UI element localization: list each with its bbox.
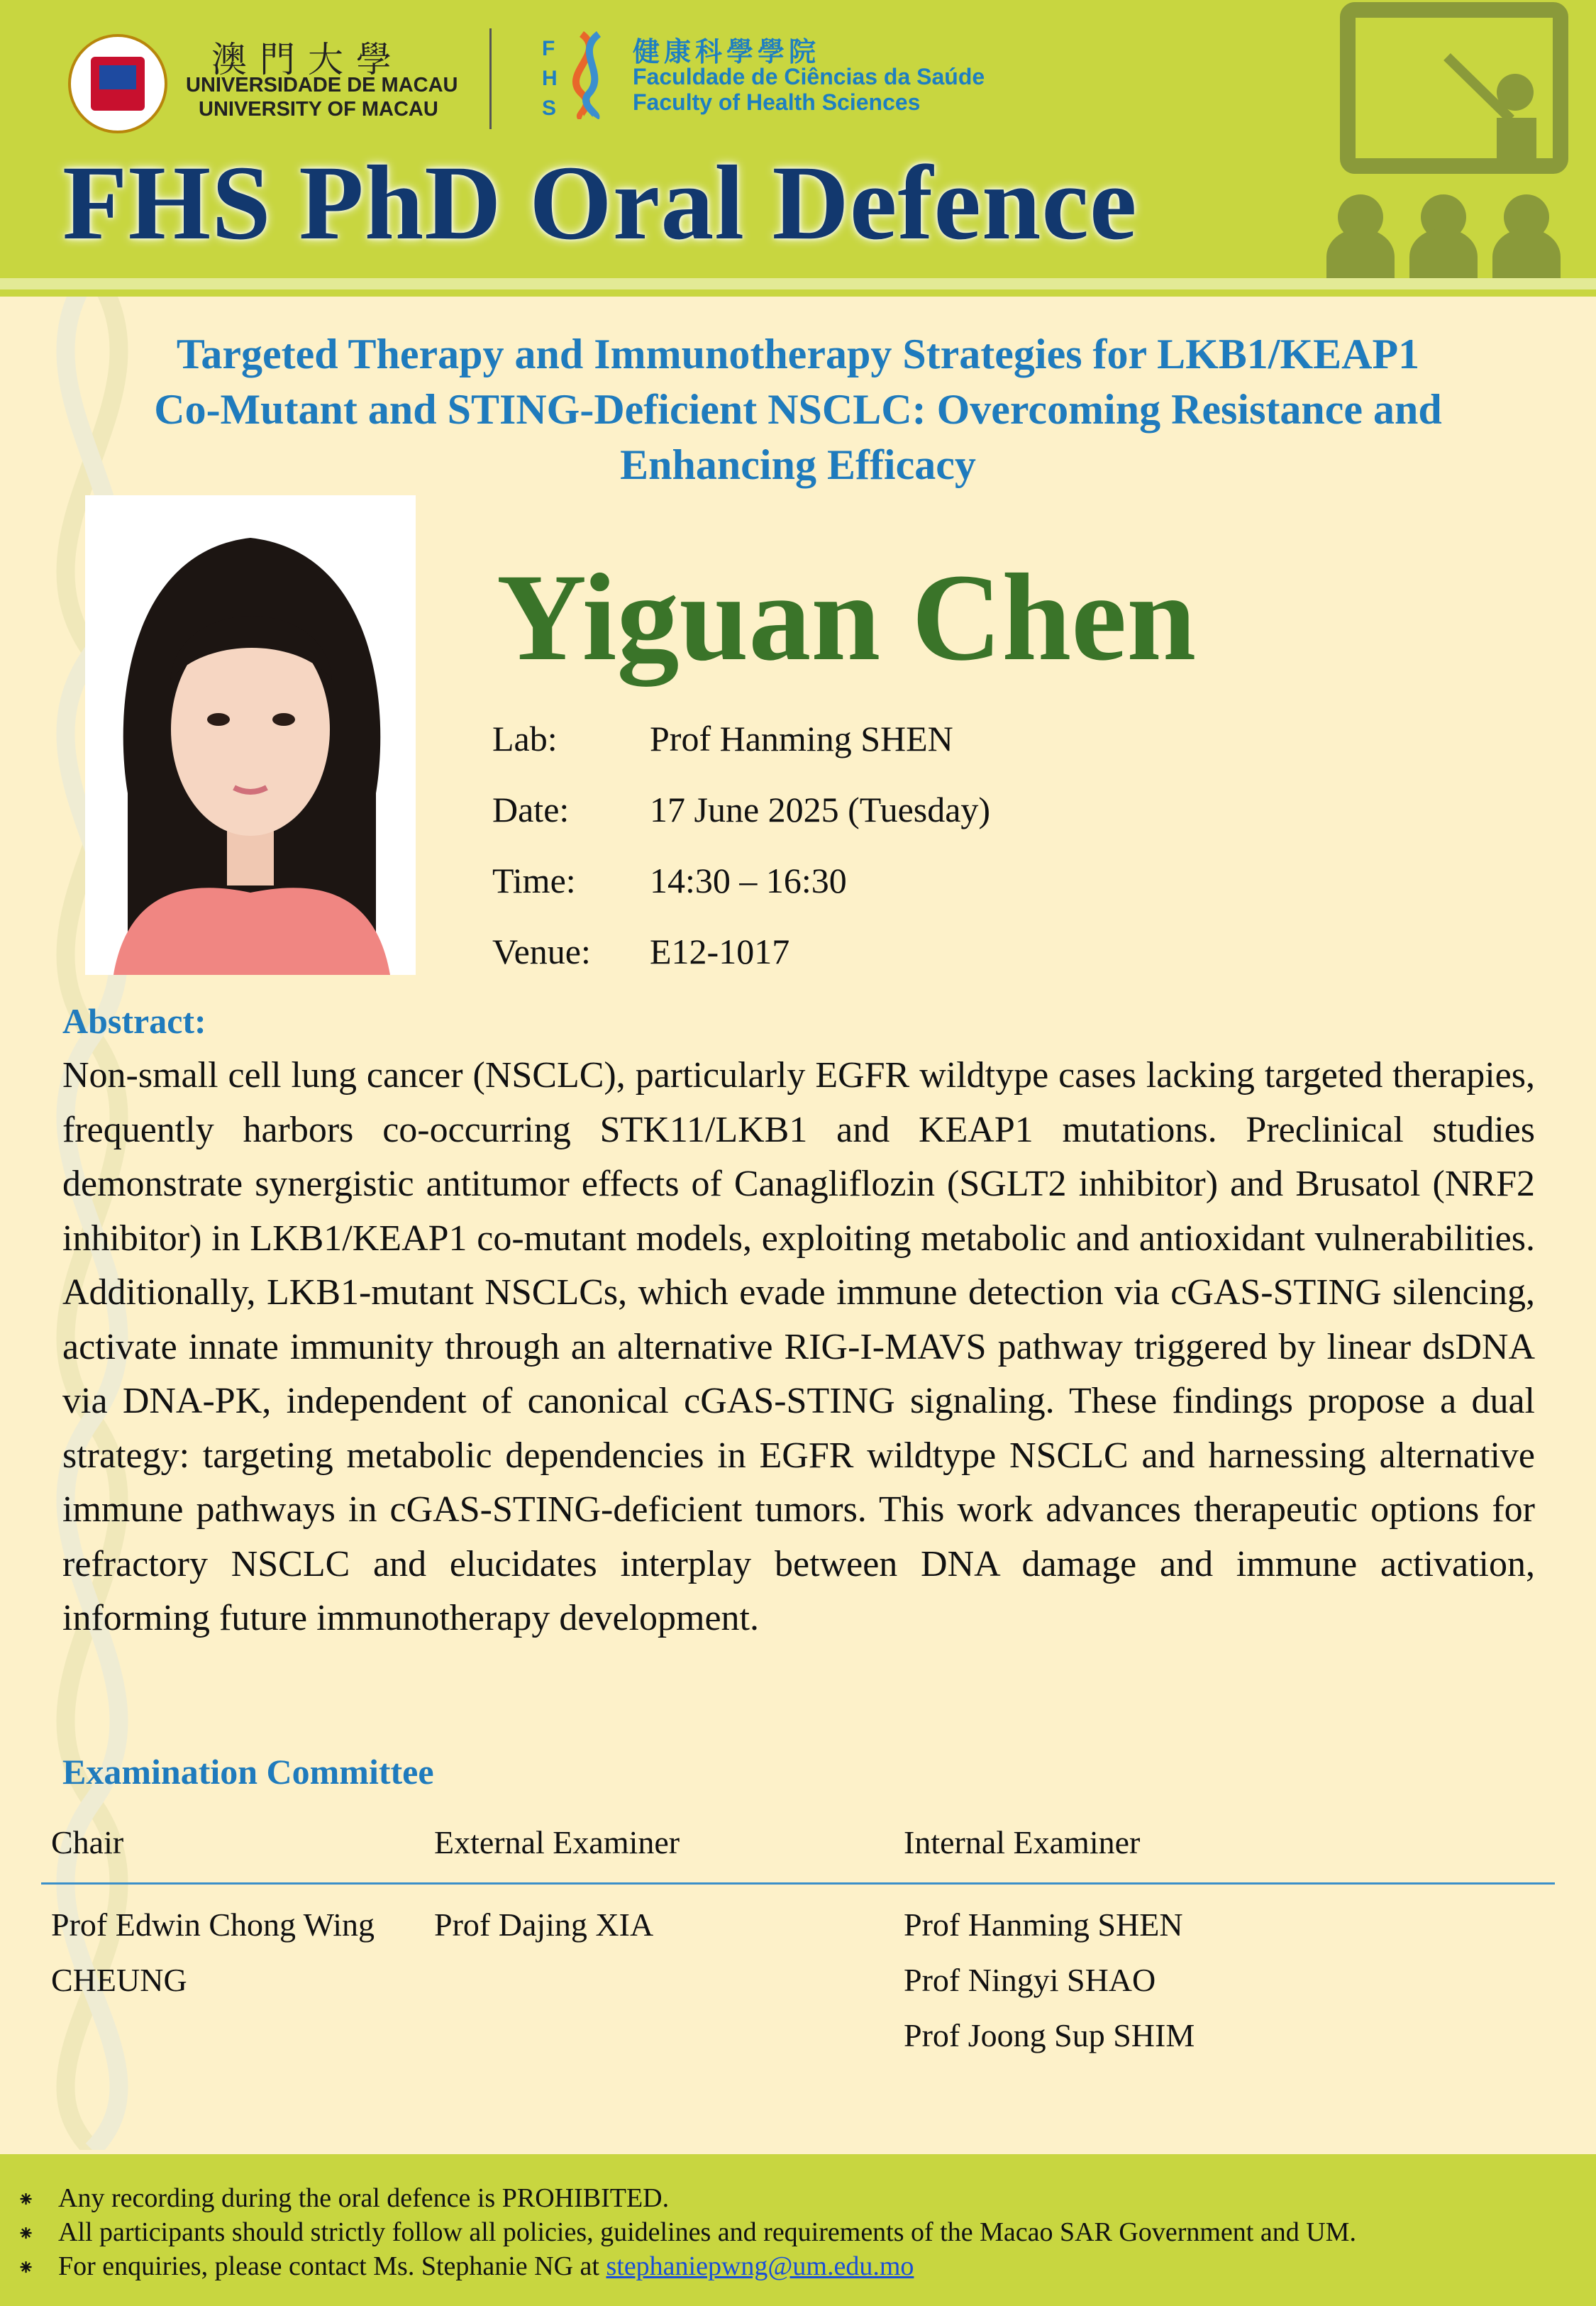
- info-value: 14:30 – 16:30: [650, 861, 847, 900]
- chair-member: Prof Edwin Chong Wing: [51, 1907, 375, 1943]
- fhs-name-english: Faculty of Health Sciences: [633, 89, 921, 115]
- note-text: For enquiries, please contact Ms. Stephanie NG at: [58, 2251, 606, 2281]
- external-member: Prof Dajing XIA: [434, 1907, 654, 1943]
- contact-email-link[interactable]: stephaniepwng@um.edu.mo: [606, 2251, 914, 2281]
- abstract-text: Non-small cell lung cancer (NSCLC), particularly EGFR wildtype cases lacking targeted therapies, frequently harbors co-occurring STK11/LKB1 and KEAP1 mutations. Preclinical studies demonstrate synergistic antitumor effects of Canagliflozin (SGLT2 inhibitor) and Brusatol (NRF2 inhibitor) in LKB1/KEAP1 co-mutant models, exploiting metabolic and antioxidant vulnerabilities. Additionally, LKB1-mutant NSCLCs, which evade immune detection via cGAS-STING silencing, activate innate immunity through an alternative RIG-I-MAVS pathway triggered by linear dsDNA via DNA-PK, independent of canonical cGAS-STING signaling. These findings propose a dual strategy: targeting metabolic dependencies in EGFR wildtype NSCLC and harnessing alternative immune pathways in cGAS-STING-deficient tumors. This work advances therapeutic options for refractory NSCLC and elucidates interplay between DNA damage and immune activation, informing future immunotherapy development.: [62, 1055, 1535, 1638]
- thesis-title-line: Targeted Therapy and Immunotherapy Strategies for LKB1/KEAP1: [176, 331, 1420, 377]
- info-label: Venue:: [492, 932, 591, 971]
- candidate-photo: [85, 495, 416, 975]
- thesis-title-line: Co-Mutant and STING-Deficient NSCLC: Overcoming Resistance and: [154, 386, 1442, 433]
- fhs-name-chinese: 健康科學學院: [633, 36, 821, 67]
- internal-member: Prof Joong Sup SHIM: [904, 2017, 1195, 2053]
- external-column-header: External Examiner: [434, 1824, 680, 1860]
- info-value: Prof Hanming SHEN: [650, 719, 953, 758]
- info-date: [492, 789, 990, 830]
- um-crest-icon: [68, 34, 167, 133]
- info-time: [492, 860, 847, 901]
- note-text: All participants should strictly follow all policies, guidelines and requirements of the Macao SAR Government and UM.: [58, 2217, 1356, 2247]
- bullet-icon: ⁕: [17, 2222, 35, 2246]
- bullet-icon: ⁕: [17, 2256, 35, 2280]
- info-value: E12-1017: [650, 932, 790, 971]
- info-venue: [492, 931, 789, 972]
- fhs-name-portuguese: Faculdade de Ciências da Saúde: [633, 64, 985, 89]
- um-name-chinese: 澳門大學: [211, 39, 404, 80]
- header-divider: [0, 278, 1596, 289]
- svg-text:F: F: [542, 37, 555, 60]
- chair-column-header: Chair: [51, 1824, 124, 1860]
- note-text: Any recording during the oral defence is PROHIBITED.: [58, 2183, 670, 2213]
- chair-member-cont: CHEUNG: [51, 1962, 187, 1998]
- info-lab: [492, 718, 953, 759]
- footer-note-recording: [17, 2183, 669, 2214]
- abstract-heading: Abstract:: [62, 1001, 206, 1041]
- header-divider-lower: [0, 289, 1596, 297]
- page-title: FHS PhD Oral Defence: [62, 144, 1138, 262]
- um-name-portuguese: UNIVERSIDADE DE MACAU: [186, 74, 458, 96]
- fhs-dna-icon: [539, 31, 607, 119]
- committee-divider: [41, 1882, 1555, 1885]
- footer-note-enquiries: [17, 2251, 914, 2282]
- logo-divider: [489, 28, 492, 129]
- thesis-title: [14, 326, 1582, 492]
- info-label: Time:: [492, 861, 576, 900]
- footer-note-policies: [17, 2217, 1356, 2248]
- thesis-title-line: Enhancing Efficacy: [620, 441, 976, 488]
- candidate-name: Yiguan Chen: [497, 548, 1197, 687]
- svg-text:H: H: [542, 67, 558, 90]
- um-name-english: UNIVERSITY OF MACAU: [199, 98, 438, 121]
- info-label: Lab:: [492, 719, 558, 758]
- info-label: Date:: [492, 790, 570, 829]
- internal-member: Prof Hanming SHEN: [904, 1907, 1183, 1943]
- teacher-presentation-icon: [1305, 0, 1582, 278]
- svg-text:S: S: [542, 96, 557, 119]
- internal-member: Prof Ningyi SHAO: [904, 1962, 1156, 1998]
- bullet-icon: ⁕: [17, 2188, 35, 2212]
- info-value: 17 June 2025 (Tuesday): [650, 790, 991, 829]
- committee-heading: Examination Committee: [62, 1752, 434, 1792]
- internal-column-header: Internal Examiner: [904, 1824, 1141, 1860]
